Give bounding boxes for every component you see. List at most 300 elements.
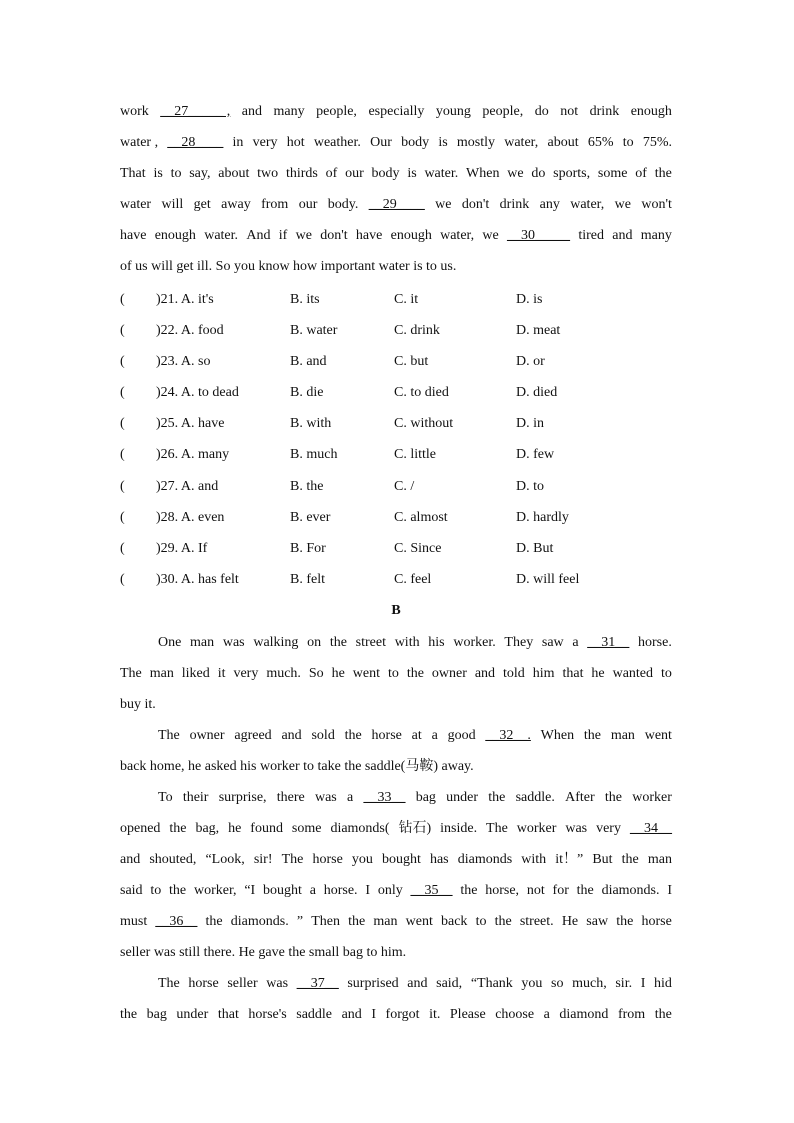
word: body bbox=[371, 166, 400, 181]
question-row bbox=[120, 439, 672, 470]
question-list bbox=[120, 284, 672, 595]
question-row bbox=[120, 284, 672, 315]
word: some bbox=[597, 166, 628, 181]
word: water bbox=[120, 197, 152, 212]
answer-bracket[interactable]: ( bbox=[120, 540, 125, 556]
word: told bbox=[503, 666, 525, 681]
answer-bracket[interactable]: ( bbox=[120, 292, 125, 307]
word: sports, bbox=[553, 166, 591, 181]
word: the bbox=[460, 883, 478, 898]
word: the bbox=[654, 1007, 672, 1022]
answer-blank: __37__ bbox=[296, 976, 339, 991]
word: will bbox=[161, 197, 184, 212]
word: people, bbox=[316, 104, 357, 119]
word: water. bbox=[204, 228, 239, 243]
text-line: buy it. bbox=[120, 697, 156, 712]
option-c: C. drink bbox=[394, 323, 440, 339]
word: very bbox=[233, 666, 259, 681]
word: That bbox=[120, 166, 146, 181]
word: the bbox=[604, 790, 622, 805]
word: so bbox=[551, 976, 564, 991]
word: the bbox=[494, 914, 512, 929]
word: One bbox=[158, 635, 182, 650]
word: that bbox=[217, 1007, 239, 1022]
word: went bbox=[644, 728, 672, 743]
word: a bbox=[572, 635, 579, 650]
question-row bbox=[120, 408, 672, 439]
word: must bbox=[120, 914, 148, 929]
word: “Look, bbox=[205, 852, 245, 867]
word: diamonds. bbox=[230, 914, 289, 929]
word: enough bbox=[630, 104, 672, 119]
answer-blank: __27_____ , bbox=[160, 104, 231, 119]
word: water , bbox=[120, 135, 159, 150]
text-line bbox=[120, 658, 672, 689]
word: owner bbox=[431, 666, 467, 681]
word: and bbox=[612, 228, 633, 243]
word: So bbox=[308, 666, 324, 681]
word: seller bbox=[227, 976, 258, 991]
word: The bbox=[486, 821, 508, 836]
word: to bbox=[475, 914, 487, 929]
word: the bbox=[616, 914, 634, 929]
option-d: D. hardly bbox=[516, 509, 569, 525]
word: we bbox=[482, 228, 499, 243]
answer-bracket[interactable]: ( bbox=[120, 385, 125, 401]
word: he bbox=[591, 666, 605, 681]
option-b: B. its bbox=[290, 292, 320, 307]
word: some bbox=[291, 821, 322, 836]
word: on bbox=[307, 635, 322, 650]
word: bought bbox=[263, 883, 302, 898]
word: many bbox=[273, 104, 305, 119]
word: you bbox=[521, 976, 543, 991]
word: hot bbox=[286, 135, 305, 150]
word: get bbox=[193, 197, 211, 212]
option-b: B. with bbox=[290, 416, 332, 432]
word: our bbox=[345, 166, 364, 181]
word: him bbox=[532, 666, 555, 681]
word: The bbox=[281, 852, 304, 867]
word: body bbox=[401, 135, 430, 150]
word: man bbox=[190, 635, 215, 650]
word: went bbox=[405, 914, 433, 929]
option-a: )24. A. to dead bbox=[156, 385, 239, 401]
answer-blank: __36__ bbox=[155, 914, 198, 929]
word: worker bbox=[516, 821, 557, 836]
text-line: seller was still there. He gave the small bag to him. bbox=[120, 945, 407, 960]
word: there bbox=[276, 790, 305, 805]
option-d: D. is bbox=[516, 292, 543, 307]
word: man bbox=[149, 666, 174, 681]
word: that bbox=[562, 666, 584, 681]
word: But bbox=[592, 852, 613, 867]
word: not bbox=[560, 104, 579, 119]
answer-bracket[interactable]: ( bbox=[120, 447, 125, 463]
word: we bbox=[614, 197, 631, 212]
word: drink bbox=[589, 104, 620, 119]
word: do bbox=[534, 104, 549, 119]
passage-a bbox=[120, 96, 672, 282]
word: he bbox=[228, 821, 242, 836]
option-c: C. / bbox=[394, 478, 415, 494]
text-line bbox=[120, 220, 672, 251]
word: water, bbox=[570, 197, 605, 212]
word: inside. bbox=[440, 821, 478, 836]
word: the bbox=[120, 1007, 138, 1022]
word: horse bbox=[371, 728, 402, 743]
word: man bbox=[610, 728, 635, 743]
word: drink bbox=[499, 197, 530, 212]
word: found bbox=[250, 821, 283, 836]
word: the bbox=[488, 790, 506, 805]
word: horse. bbox=[323, 883, 358, 898]
word: forgot bbox=[385, 1007, 420, 1022]
word: said bbox=[120, 883, 143, 898]
word: When bbox=[540, 728, 575, 743]
text-line bbox=[120, 906, 672, 937]
word: body. bbox=[327, 197, 359, 212]
word: won't bbox=[641, 197, 672, 212]
word: do bbox=[531, 166, 546, 181]
word: worker, bbox=[193, 883, 237, 898]
word: under bbox=[446, 790, 479, 805]
word: the bbox=[406, 666, 424, 681]
word: people, bbox=[482, 104, 524, 119]
word: say, bbox=[189, 166, 211, 181]
question-row bbox=[120, 377, 672, 408]
word: any bbox=[539, 197, 560, 212]
option-a: )26. A. many bbox=[156, 447, 230, 463]
option-c: C. feel bbox=[394, 571, 432, 587]
word: worker bbox=[632, 790, 672, 805]
word: thirds bbox=[285, 166, 318, 181]
answer-bracket[interactable]: ( bbox=[120, 571, 125, 587]
answer-bracket[interactable]: ( bbox=[120, 478, 125, 494]
word: saw bbox=[586, 914, 609, 929]
answer-bracket[interactable]: ( bbox=[120, 509, 125, 525]
word: very bbox=[252, 135, 278, 150]
option-c: C. but bbox=[394, 354, 429, 370]
word: saddle bbox=[296, 1007, 333, 1022]
text-line: back home, he asked his worker to take the saddle(马鞍) away. bbox=[120, 759, 474, 774]
word: When bbox=[466, 166, 500, 181]
word: have bbox=[355, 228, 383, 243]
text-line: of us will get ill. So you know how important water is to us. bbox=[120, 259, 457, 274]
word: surprise, bbox=[218, 790, 267, 805]
option-a: )29. A. If bbox=[156, 540, 208, 556]
answer-blank: __30_____ bbox=[507, 228, 571, 243]
option-a: )22. A. food bbox=[156, 323, 224, 339]
word: The bbox=[120, 666, 142, 681]
word: in bbox=[232, 135, 244, 150]
word: mostly bbox=[456, 135, 496, 150]
word: and bbox=[341, 1007, 362, 1022]
word: “I bbox=[244, 883, 256, 898]
word: don't bbox=[320, 228, 348, 243]
text-line bbox=[120, 627, 672, 658]
text-line bbox=[120, 96, 672, 127]
option-b: B. For bbox=[290, 540, 326, 556]
word: their bbox=[182, 790, 209, 805]
word: the bbox=[329, 635, 347, 650]
word: was bbox=[222, 635, 245, 650]
word: water, bbox=[504, 135, 539, 150]
word: and bbox=[281, 728, 302, 743]
word: especially bbox=[368, 104, 425, 119]
word: about bbox=[547, 135, 579, 150]
answer-bracket[interactable]: ( bbox=[120, 416, 125, 432]
text-line bbox=[120, 875, 672, 906]
word: Our bbox=[370, 135, 392, 150]
word: horse bbox=[312, 852, 343, 867]
text-line bbox=[120, 813, 672, 844]
option-c: C. it bbox=[394, 292, 419, 307]
word: water, bbox=[440, 228, 475, 243]
question-row bbox=[120, 471, 672, 502]
passage-b bbox=[120, 627, 672, 1030]
word: diamonds bbox=[457, 852, 513, 867]
word: of bbox=[325, 166, 338, 181]
word: the bbox=[344, 728, 362, 743]
word: And bbox=[246, 228, 271, 243]
word: man bbox=[373, 914, 398, 929]
word: bag, bbox=[195, 821, 220, 836]
word: to bbox=[150, 883, 162, 898]
word: a bbox=[309, 883, 316, 898]
word: at bbox=[411, 728, 422, 743]
word: 75%. bbox=[642, 135, 672, 150]
answer-blank: __29____ bbox=[368, 197, 425, 212]
word: the bbox=[205, 914, 223, 929]
word: shouted, bbox=[149, 852, 197, 867]
word: sold bbox=[311, 728, 335, 743]
word: bag bbox=[415, 790, 436, 805]
word: sir. bbox=[615, 976, 633, 991]
option-c: C. without bbox=[394, 416, 454, 432]
question-row bbox=[120, 346, 672, 377]
word: man bbox=[647, 852, 672, 867]
question-row bbox=[120, 533, 672, 564]
word: opened bbox=[120, 821, 161, 836]
word: from bbox=[617, 1007, 646, 1022]
word: two bbox=[257, 166, 279, 181]
word: have bbox=[120, 228, 147, 243]
word: The bbox=[158, 728, 180, 743]
word: we bbox=[295, 228, 312, 243]
word: street. bbox=[519, 914, 554, 929]
word: horse. bbox=[638, 635, 672, 650]
word: walking bbox=[253, 635, 299, 650]
word: about bbox=[218, 166, 250, 181]
word: a bbox=[431, 728, 438, 743]
word: for bbox=[552, 883, 569, 898]
option-d: D. died bbox=[516, 385, 558, 401]
word: worker. bbox=[453, 635, 496, 650]
option-a: )25. A. have bbox=[156, 416, 225, 432]
word: “Thank bbox=[470, 976, 513, 991]
word: if bbox=[278, 228, 288, 243]
word: a bbox=[347, 790, 354, 805]
option-a: )28. A. even bbox=[156, 509, 225, 525]
word: liked bbox=[181, 666, 210, 681]
text-line bbox=[120, 999, 672, 1030]
answer-blank: __33__ bbox=[363, 790, 406, 805]
word: horse bbox=[188, 976, 219, 991]
word: don't bbox=[461, 197, 490, 212]
word: was bbox=[266, 976, 289, 991]
word: weather. bbox=[313, 135, 361, 150]
word: and bbox=[120, 852, 141, 867]
word: ” bbox=[296, 914, 304, 929]
word: street bbox=[355, 635, 386, 650]
word: horse bbox=[641, 914, 672, 929]
word: went bbox=[352, 666, 381, 681]
answer-bracket[interactable]: ( bbox=[120, 354, 125, 370]
word: saddle. bbox=[515, 790, 555, 805]
word: said, bbox=[436, 976, 463, 991]
section-b-title: B bbox=[391, 603, 401, 618]
answer-blank: __35__ bbox=[410, 883, 453, 898]
option-d: D. will feel bbox=[516, 571, 580, 587]
word: to bbox=[387, 666, 399, 681]
word: of bbox=[635, 166, 647, 181]
word: To bbox=[158, 790, 173, 805]
word: the bbox=[169, 821, 187, 836]
word: the bbox=[576, 883, 594, 898]
option-b: B. much bbox=[290, 447, 338, 463]
word: tired bbox=[578, 228, 604, 243]
text-line bbox=[120, 720, 672, 751]
option-d: D. to bbox=[516, 478, 544, 494]
word: The bbox=[158, 976, 180, 991]
word: it！” bbox=[555, 852, 584, 867]
word: young bbox=[435, 104, 471, 119]
word: it. bbox=[429, 1007, 441, 1022]
word: I bbox=[371, 1007, 376, 1022]
word: you bbox=[351, 852, 373, 867]
word: we bbox=[435, 197, 452, 212]
answer-blank: __31__ bbox=[587, 635, 630, 650]
word: many bbox=[640, 228, 672, 243]
word: to bbox=[170, 166, 182, 181]
word: After bbox=[565, 790, 595, 805]
word: the bbox=[169, 883, 187, 898]
word: from bbox=[261, 197, 289, 212]
word: back bbox=[440, 914, 468, 929]
text-line bbox=[120, 158, 672, 189]
word: horse's bbox=[248, 1007, 287, 1022]
option-a: )27. A. and bbox=[156, 478, 219, 494]
word: diamonds( bbox=[330, 821, 390, 836]
option-b: B. die bbox=[290, 385, 324, 401]
option-a: )21. A. it's bbox=[156, 292, 214, 307]
word: I bbox=[667, 883, 672, 898]
word: we bbox=[507, 166, 524, 181]
word: much, bbox=[572, 976, 607, 991]
word: very bbox=[596, 821, 621, 836]
question-row bbox=[120, 502, 672, 533]
word: surprised bbox=[347, 976, 399, 991]
word: a bbox=[543, 1007, 550, 1022]
text-line bbox=[120, 968, 672, 999]
text-line bbox=[120, 189, 672, 220]
word: good bbox=[447, 728, 476, 743]
question-row bbox=[120, 315, 672, 346]
option-c: C. Since bbox=[394, 540, 442, 556]
word: hid bbox=[654, 976, 672, 991]
answer-bracket[interactable]: ( bbox=[120, 323, 125, 339]
word: has bbox=[429, 852, 449, 867]
word: the bbox=[348, 914, 366, 929]
word: They bbox=[504, 635, 534, 650]
option-d: D. in bbox=[516, 416, 544, 432]
word: was bbox=[565, 821, 588, 836]
word: He bbox=[561, 914, 579, 929]
word: the bbox=[621, 852, 639, 867]
word: the bbox=[654, 166, 672, 181]
word: and bbox=[241, 104, 262, 119]
text-line bbox=[120, 127, 672, 158]
word: the bbox=[583, 728, 602, 743]
word: only bbox=[377, 883, 403, 898]
option-d: D. few bbox=[516, 447, 555, 463]
word: is bbox=[438, 135, 448, 150]
option-d: D. But bbox=[516, 540, 554, 556]
word: not bbox=[526, 883, 545, 898]
word: it bbox=[217, 666, 226, 681]
option-d: D. or bbox=[516, 354, 545, 370]
word: agreed bbox=[234, 728, 272, 743]
option-a: )30. A. has felt bbox=[156, 571, 239, 587]
word: and bbox=[474, 666, 496, 681]
word: under bbox=[176, 1007, 209, 1022]
answer-blank: __32__. bbox=[485, 728, 531, 743]
word: owner bbox=[189, 728, 225, 743]
word: is bbox=[407, 166, 417, 181]
word: was bbox=[314, 790, 337, 805]
answer-blank: __28____ bbox=[167, 135, 224, 150]
word: our bbox=[298, 197, 318, 212]
word: wanted bbox=[612, 666, 654, 681]
word: enough bbox=[154, 228, 196, 243]
text-line bbox=[120, 844, 672, 875]
question-row bbox=[120, 564, 672, 595]
word: bought bbox=[381, 852, 421, 867]
word: diamonds. bbox=[601, 883, 660, 898]
word: choose bbox=[495, 1007, 535, 1022]
word: horse, bbox=[485, 883, 520, 898]
option-c: C. almost bbox=[394, 509, 448, 525]
word: Then bbox=[311, 914, 340, 929]
option-d: D. meat bbox=[516, 323, 561, 339]
word: is bbox=[153, 166, 163, 181]
word: and bbox=[407, 976, 428, 991]
option-b: B. water bbox=[290, 323, 338, 339]
word: work bbox=[120, 104, 149, 119]
word: Please bbox=[449, 1007, 486, 1022]
word: to bbox=[660, 666, 672, 681]
word: with bbox=[521, 852, 547, 867]
word: he bbox=[331, 666, 345, 681]
option-b: B. ever bbox=[290, 509, 331, 525]
answer-blank: __34__ bbox=[629, 821, 672, 836]
option-b: B. and bbox=[290, 354, 327, 370]
option-a: )23. A. so bbox=[156, 354, 211, 370]
word: I bbox=[640, 976, 646, 991]
word: enough bbox=[390, 228, 432, 243]
word: I bbox=[365, 883, 371, 898]
